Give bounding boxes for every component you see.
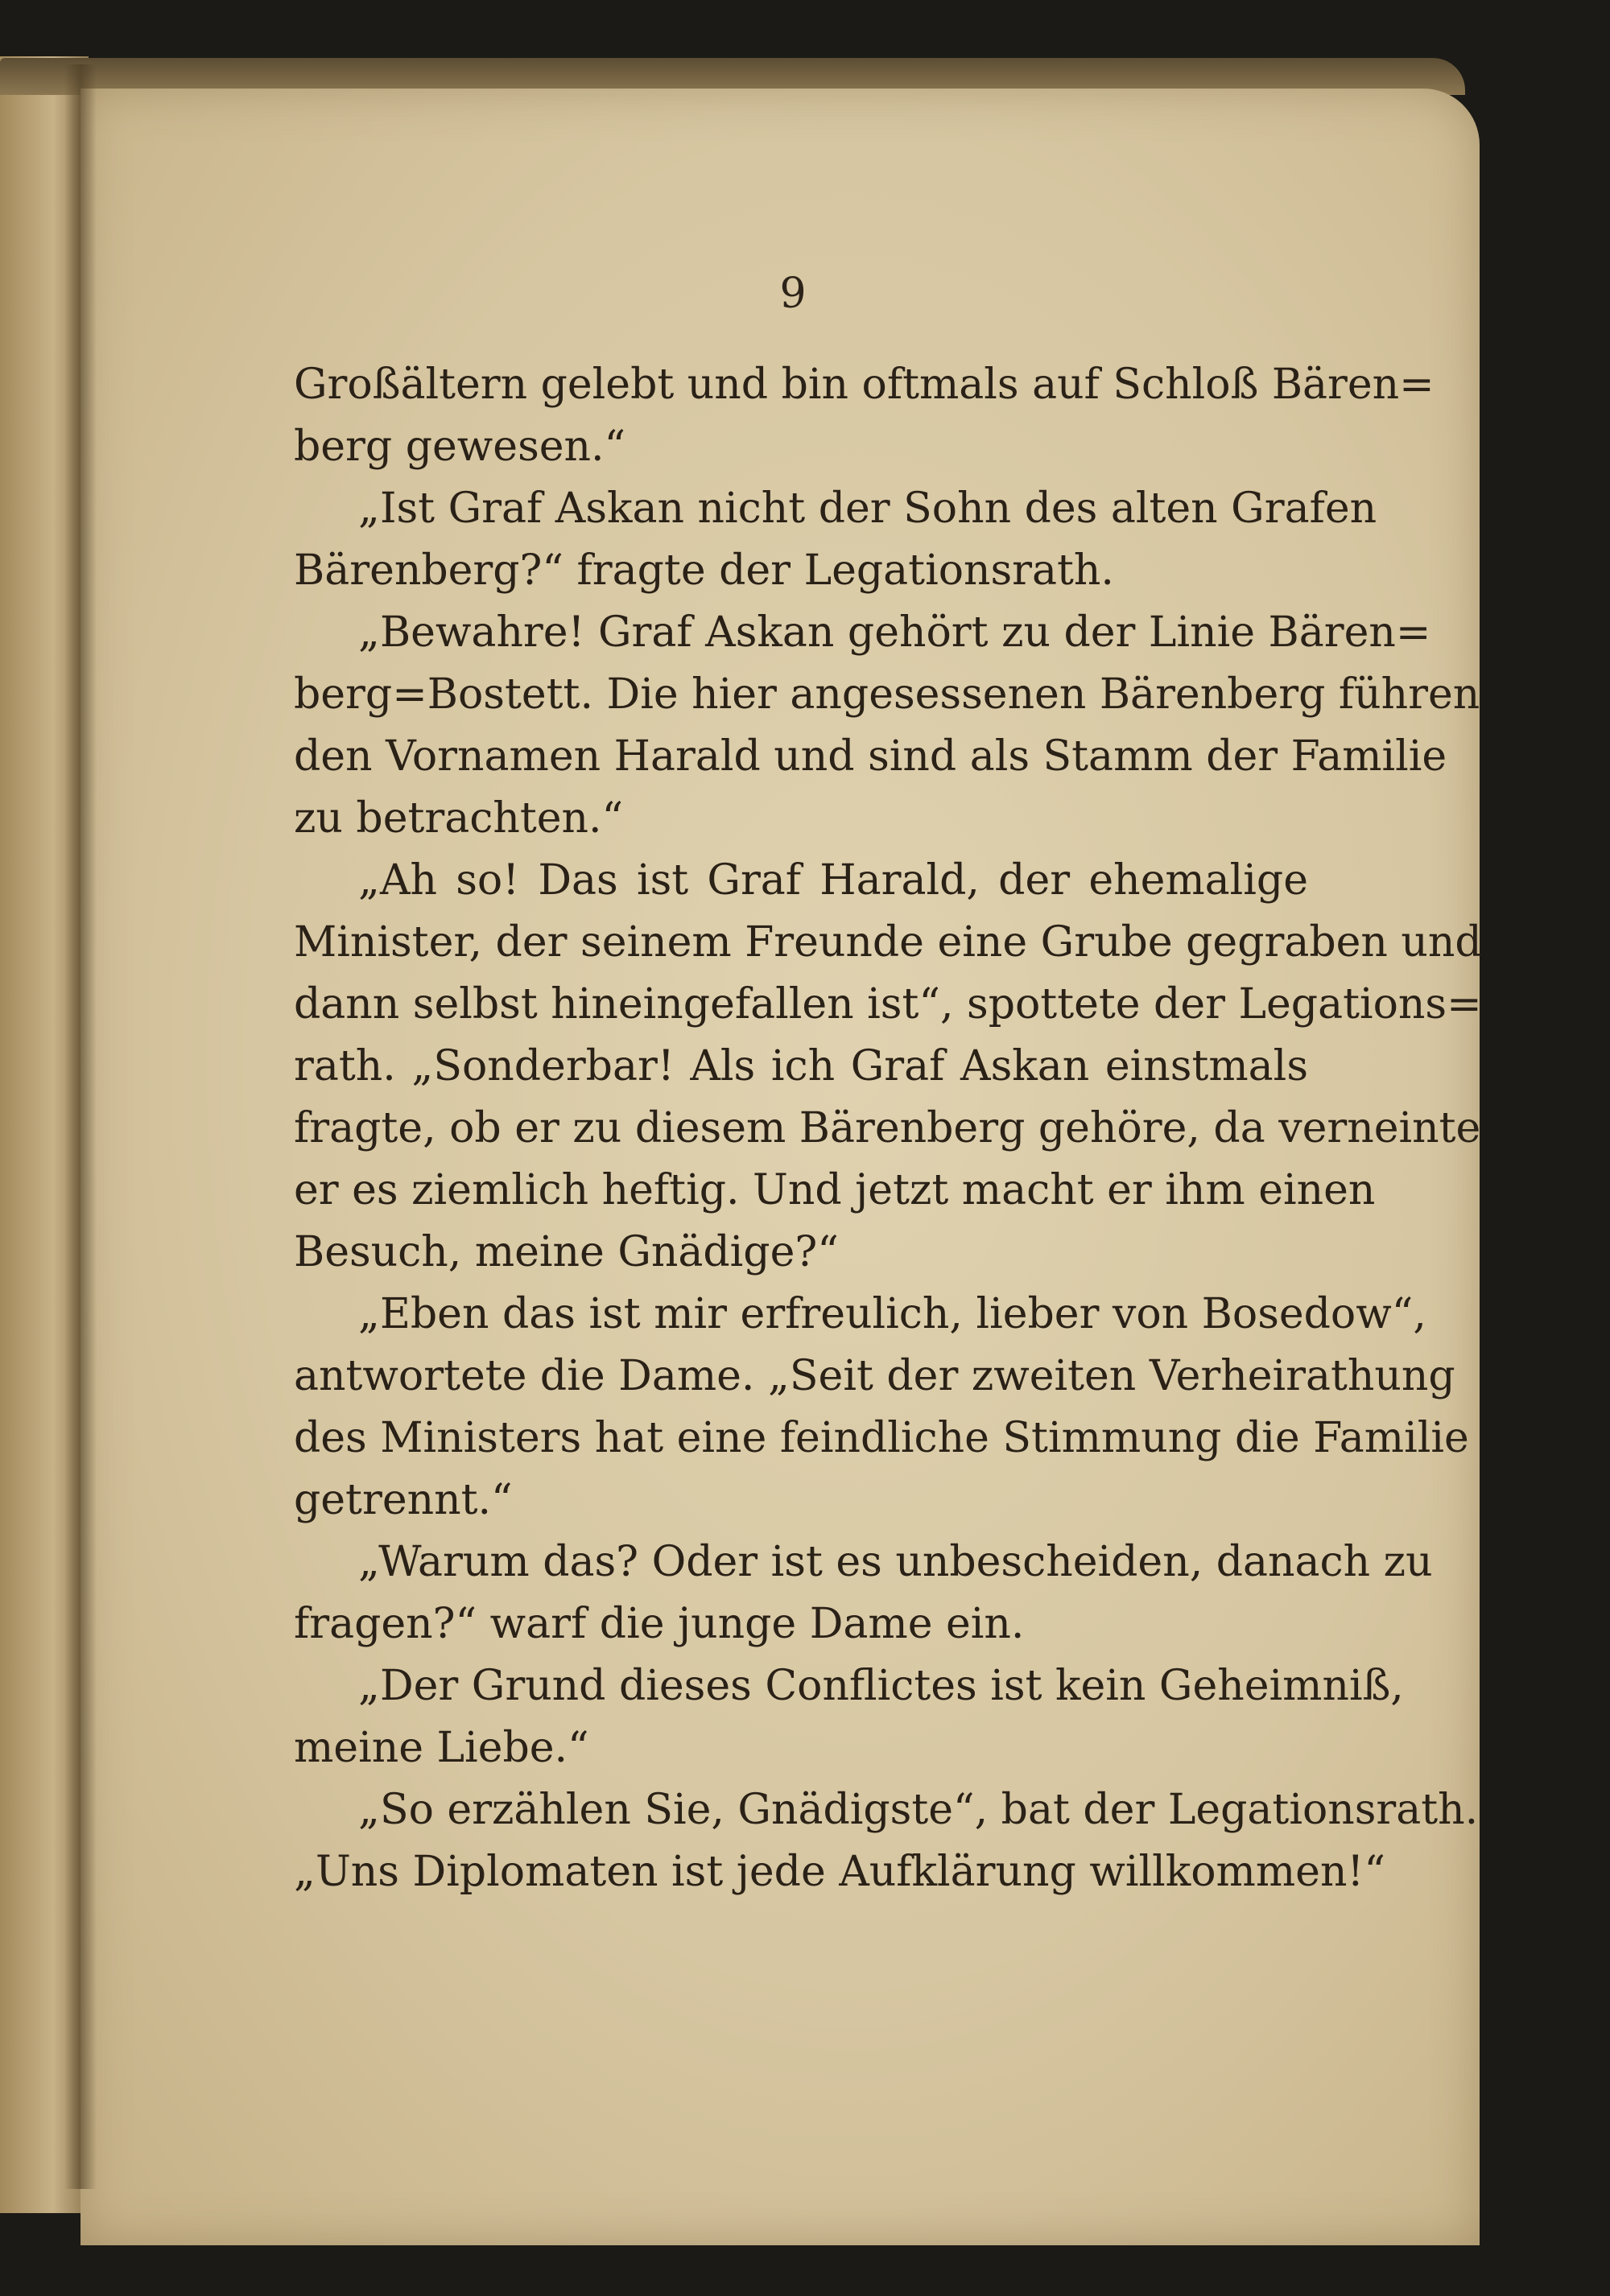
text-line: „Uns Diplomaten ist jede Aufklärung willkommen!“ xyxy=(294,1848,1385,1896)
text-line: „So erzählen Sie, Gnädigste“, bat der Legationsrath. xyxy=(358,1786,1479,1834)
text-line: „Eben das ist mir erfreulich, lieber von Bosedow“, xyxy=(358,1290,1426,1338)
text-line: „Bewahre! Graf Askan gehört zu der Linie Bären= xyxy=(358,608,1431,657)
text-line: antwortete die Dame. „Seit der zweiten Verheirathung xyxy=(294,1352,1455,1400)
text-line: „Ah so! Das ist Graf Harald, der ehemalige xyxy=(358,856,1308,905)
text-line: Bärenberg?“ fragte der Legationsrath. xyxy=(294,546,1114,595)
text-line: berg=Bostett. Die hier angesessenen Bärenberg führen xyxy=(294,670,1480,719)
text-line: Minister, der seinem Freunde eine Grube gegraben und xyxy=(294,918,1482,967)
text-line: dann selbst hineingefallen ist“, spottete der Legations= xyxy=(294,980,1482,1028)
text-line: Großältern gelebt und bin oftmals auf Schloß Bären= xyxy=(294,361,1435,409)
text-line: den Vornamen Harald und sind als Stamm der Familie xyxy=(294,732,1447,781)
text-line: fragen?“ warf die junge Dame ein. xyxy=(294,1600,1025,1648)
text-line: zu betrachten.“ xyxy=(294,794,624,843)
text-line: „Ist Graf Askan nicht der Sohn des alten Grafen xyxy=(358,484,1377,533)
text-line: getrennt.“ xyxy=(294,1476,513,1524)
text-line: rath. „Sonderbar! Als ich Graf Askan einstmals xyxy=(294,1042,1308,1090)
text-line: er es ziemlich heftig. Und jetzt macht er ihm einen xyxy=(294,1166,1376,1214)
text-line: fragte, ob er zu diesem Bärenberg gehöre, da verneinte xyxy=(294,1104,1481,1152)
body-text xyxy=(294,354,1482,1903)
text-line: „Der Grund dieses Conflictes ist kein Geheimniß, xyxy=(358,1662,1404,1710)
text-line: des Ministers hat eine feindliche Stimmung die Familie xyxy=(294,1414,1469,1462)
text-line: meine Liebe.“ xyxy=(294,1724,589,1772)
spine-shadow xyxy=(64,64,97,2189)
page-number: 9 xyxy=(779,270,807,318)
text-line: berg gewesen.“ xyxy=(294,423,626,471)
text-line: „Warum das? Oder ist es unbescheiden, danach zu xyxy=(358,1538,1433,1586)
text-line: Besuch, meine Gnädige?“ xyxy=(294,1228,839,1276)
